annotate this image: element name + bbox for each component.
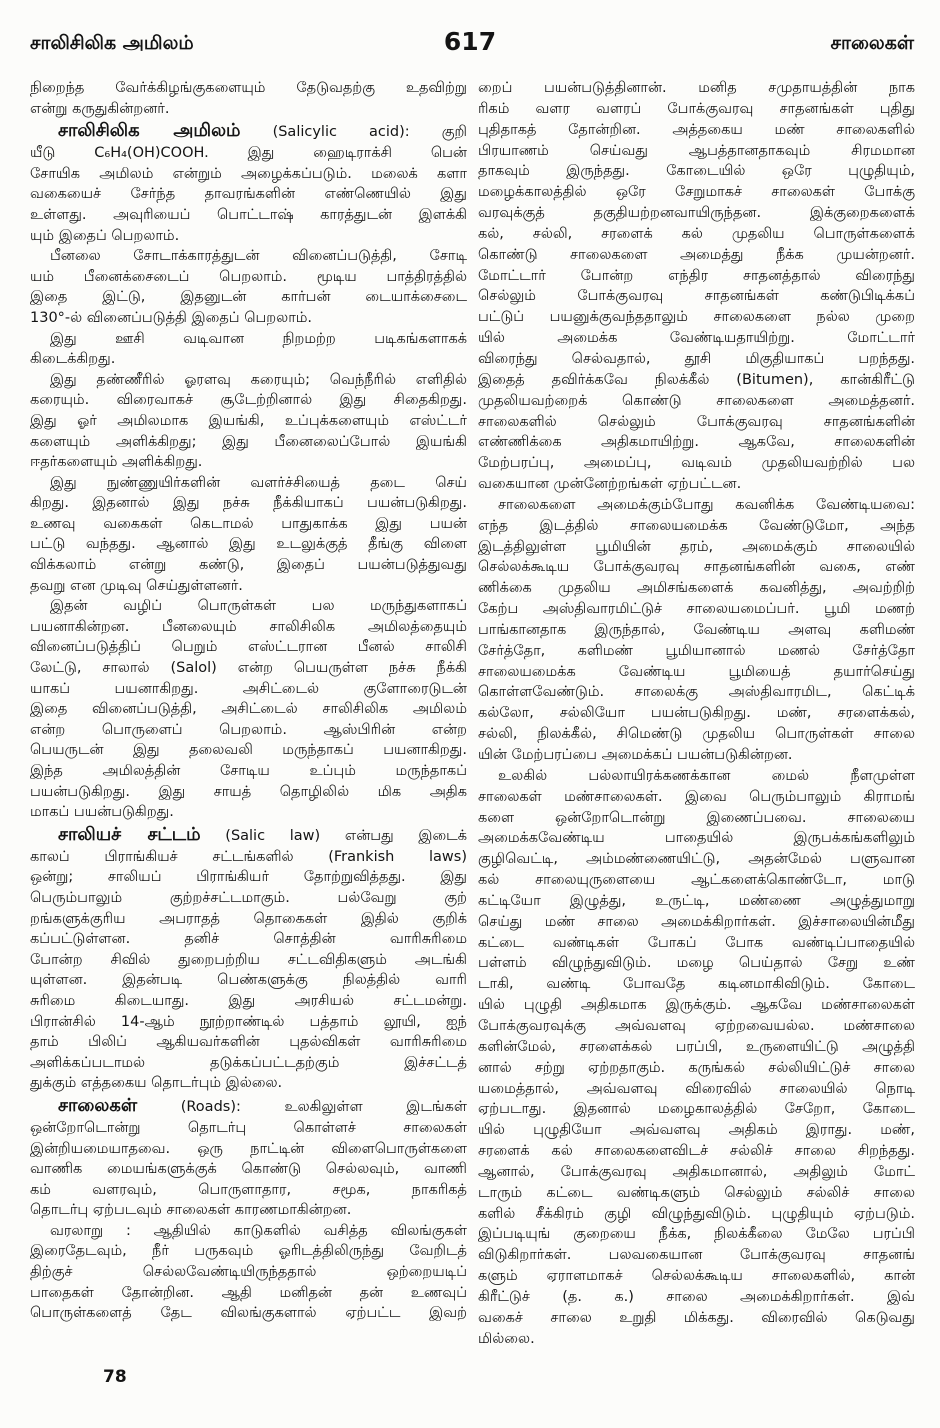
text-line: சாலைகளை அமைக்கும்போது கவனிக்க வேண்டியவை: xyxy=(498,496,915,513)
text-line: இது ஓர் அமிலமாக இயங்கி, உப்புக்களையும் எஸ்ட்டர் xyxy=(30,412,467,429)
text-line: பட்டு வந்தது. ஆனால் இது உடலுக்குத் தீங்கு விளை xyxy=(30,536,467,553)
text-line: துக்கும் எத்தகைய தொடர்பும் இல்லை. xyxy=(30,1075,283,1092)
text-line: தாகவும் இருந்தது. கோடையில் ஒரே புழுதியும், xyxy=(478,163,915,180)
text-line: றங்களுக்குரிய அபராதத் தொகைகள் இதில் குறிக் xyxy=(30,910,467,927)
text-line: இது நுண்ணுயிர்களின் வளர்ச்சியைத் தடை செய் xyxy=(50,474,467,491)
text-line: மேற்பரப்பு, அமைப்பு, வடிவம் முதலியவற்றில் பல xyxy=(478,455,915,472)
text-line: பிரயாணம் செய்வது ஆபத்தானதாகவும் சிரமமான xyxy=(478,142,915,159)
text-line: வகைச் சாலை உறுதி மிக்கது. விரைவில் கெடுவது xyxy=(478,1309,915,1326)
paragraph xyxy=(30,596,467,823)
text-line: னால் சற்று ஏற்றதாகும். கருங்கல் சல்லியிட்டுச் சாலை xyxy=(478,1059,915,1076)
text-line: பெயருடன் இது தலைவலி மருந்தாகப் பயனாகிறது. xyxy=(30,742,467,759)
text-line: டாகி, வண்டி போவதே கடினமாகிவிடும். கோடை xyxy=(478,976,915,993)
text-line: யாகப் பயனாகிறது. அசிட்டைல் குளோரைடுடன் xyxy=(30,680,467,697)
text-line: விரைந்து செல்வதால், தூசி மிகுதியாகப் பறந்தது. xyxy=(478,350,915,367)
text-line: இது தண்ணீரில் ஓரளவு கரையும்; வெந்நீரில் எளிதில் xyxy=(50,371,467,388)
text-line: கரையும். விரைவாகச் சூடேற்றினால் இது சிதைகிறது. xyxy=(30,392,467,409)
text-line: உள்ளது. அவுரியைப் பொட்டாஷ் காரத்துடன் இளக்கி xyxy=(30,206,467,223)
text-line: இதன் வழிப் பொருள்கள் பல மருந்துகளாகப் xyxy=(50,598,467,615)
text-line: சாலைகளில் செல்லும் போக்குவரவு சாதனங்களின் xyxy=(478,413,915,430)
paragraph xyxy=(30,473,467,597)
text-line: சுரிமை கிடையாது. இது அரசியல் சட்டமன்று. xyxy=(30,992,467,1009)
entry-heading-text: (Roads): உலகிலுள்ள இடங்கள் xyxy=(137,1098,467,1115)
text-line: இதை வினைப்படுத்தி, அசிட்டைல் சாலிசிலிக அமிலம் xyxy=(30,701,467,718)
text-line: யில் புழுதியோ அவ்வளவு அதிகம் இராது. மண், xyxy=(478,1122,915,1139)
text-line: பாதைகள் தோன்றின. ஆதி மனிதன் தன் உணவுப் xyxy=(30,1284,467,1301)
text-line: கட்டை வண்டிகள் போகப் போக வண்டிப்பாதையில் xyxy=(478,934,915,951)
running-title-right: சாலைகள் xyxy=(830,32,914,54)
entry-paragraph xyxy=(30,823,467,1094)
text-line: யில் அமைக்க வேண்டியதாயிற்று. மோட்டார் xyxy=(478,330,915,347)
text-line: சாலைகள் மண்சாலைகள். இவை பெரும்பாலும் கிராமங் xyxy=(478,788,915,805)
text-line: அளிக்கப்படாமல் தடுக்கப்பட்டதற்கும் இச்சட்டத் xyxy=(30,1054,467,1071)
text-line: பட்டுப் பயனுக்குவந்ததாலும் சாலைகளை நல்ல முறை xyxy=(478,309,915,326)
text-line: செய்து மண் சாலை அமைக்கிறார்கள். இச்சாலையின்மீது xyxy=(478,913,915,930)
text-line: யம் பீனைக்சைடைப் பெறலாம். மூடிய பாத்திரத்தில் xyxy=(30,268,467,285)
text-line: கிடைக்கிறது. xyxy=(30,351,116,368)
text-line: மில்லை. xyxy=(478,1330,535,1347)
text-line: யீடு C₆H₄(OH)COOH. இது ஹைடிராக்சி பென் xyxy=(30,145,467,162)
paragraph xyxy=(30,78,467,119)
text-line: களை ஒன்றோடொன்று இணைப்பவை. சாலையை xyxy=(478,809,915,826)
text-line: இதைத் தவிர்க்கவே நிலக்கீல் (Bitumen), கான்கிரீட்டு xyxy=(478,371,915,388)
text-line: ணிக்கை முதலிய அமிசங்களைக் கவனித்து, அவற்றிற் xyxy=(478,580,915,597)
entry-paragraph xyxy=(30,1094,467,1221)
text-line: பாங்கானதாக இருந்தால், வேண்டிய அளவு களிமண் xyxy=(478,621,915,638)
text-line: ஈதர்களையும் அளிக்கிறது. xyxy=(30,454,203,471)
text-line: தொடர்பு ஏற்படவும் சாலைகள் காரணமாகின்றன. xyxy=(30,1202,352,1219)
text-line: வரவுக்குத் தகுதியற்றனவாயிருந்தன. இக்குறைகளைக் xyxy=(478,205,915,222)
text-line: செல்லக்கூடிய போக்குவரவு சாதனங்களின் வகை, எண் xyxy=(478,559,915,576)
text-line: பயனாகின்றன. பீனலையும் சாலிசிலிக அமிலத்தையும் xyxy=(30,618,467,635)
text-line: சல்லி, நிலக்கீல், சிமெண்டு முதலிய பொருள்கள் சாலை xyxy=(478,726,915,743)
entry-headword: சாலிசிலிக அமிலம் xyxy=(58,120,241,142)
text-line: பீனலை சோடாக்காரத்துடன் வினைப்படுத்தி, சோடி xyxy=(50,248,467,265)
text-line: சரளைக் கல் சாலைகளைவிடச் சல்லிச் சாலை சிறந்தது. xyxy=(478,1143,915,1160)
paragraph xyxy=(478,766,915,1350)
paragraph xyxy=(478,495,915,766)
paragraph xyxy=(30,329,467,370)
text-line: 130°-ல் வினைப்படுத்தி இதைப் பெறலாம். xyxy=(30,309,313,326)
text-line: திற்குச் செல்லவேண்டியிருந்ததால் ஒற்றையடிப் xyxy=(30,1264,467,1281)
text-line: இடத்திலுள்ள பூமியின் தரம், அமைக்கும் சாலையில் xyxy=(478,538,915,555)
text-line: கேற்ப அஸ்திவாரமிட்டுச் சாலையமைப்பர். பூமி மணற் xyxy=(478,601,915,618)
text-line: விடுகிறார்கள். பலவகையான போக்குவரவு சாதனங் xyxy=(478,1247,915,1264)
text-line: இப்படியுங் குறையை நீக்க, நிலக்கீலை மேலே பரப்பி xyxy=(478,1226,915,1243)
text-line: கல், சல்லி, சரளைக் கல் முதலிய பொருள்களைக் xyxy=(478,225,915,242)
folio-number: 78 xyxy=(103,1367,127,1387)
text-line: கிறது. இதனால் இது நச்சு நீக்கியாகப் பயன்படுகிறது. xyxy=(30,495,467,512)
text-line: பெரும்பாலும் குற்றச்சட்டமாகும். பல்வேறு குற் xyxy=(30,889,467,906)
text-line: இன்றியமையாதவை. ஒரு நாட்டின் விளைபொருள்களை xyxy=(30,1140,467,1157)
text-line: மாகப் பயன்படுகிறது. xyxy=(30,804,174,821)
text-line: வினைப்படுத்திப் பெறும் எஸ்ட்டரான பீனல் சாலிசி xyxy=(30,639,467,656)
text-line: கொள்ளவேண்டும். சாலைக்கு அஸ்திவாரமிட, கெட்டிக் xyxy=(478,684,915,701)
text-line: யும் இதைப் பெறலாம். xyxy=(30,227,180,244)
right-text-column xyxy=(478,78,915,1358)
text-line: வகையைச் சேர்ந்த தாவரங்களின் எண்ணெயில் இது xyxy=(30,186,467,203)
left-text-column xyxy=(30,78,467,1340)
text-line: பள்ளம் விழுந்துவிடும். மழை பெய்தால் சேறு உண் xyxy=(478,955,915,972)
text-line: டாரும் கட்டை வண்டிகளும் செல்லும் சல்லிச் சாலை xyxy=(478,1184,915,1201)
text-line: ஒன்றோடொன்று தொடர்பு கொள்ளச் சாலைகள் xyxy=(30,1119,467,1136)
text-line: களின்மேல், சரளைக்கல் பரப்பி, உருளையிட்டு அழுத்தி xyxy=(478,1038,915,1055)
text-line: ரிகம் வளர வளரப் போக்குவரவு சாதனங்கள் புதிது xyxy=(478,100,915,117)
text-line: ஒன்று; சாலியப் பிராங்கியர் தோற்றுவித்தது. இது xyxy=(30,869,467,886)
text-line: காலப் பிராங்கியச் சட்டங்களில் (Frankish laws) xyxy=(30,848,467,865)
text-line: வாணிக மையங்களுக்குக் கொண்டு செல்லவும், வாணி xyxy=(30,1161,467,1178)
paragraph xyxy=(30,1221,467,1324)
text-line: வரலாறு : ஆதியில் காடுகளில் வசித்த விலங்குகள் xyxy=(50,1222,467,1239)
text-line: யின் மேற்பரப்பை அமைக்கப் பயன்படுகின்றன. xyxy=(478,747,793,763)
text-line: கம் வளரவும், பொருளாதார, சமூக, நாகரிகத் xyxy=(30,1181,467,1198)
text-line: களும் ஏராளமாகச் செல்லக்கூடிய சாலைகளில், கான் xyxy=(478,1268,915,1285)
text-line: புதிதாகத் தோன்றின. அத்தகைய மண் சாலைகளில் xyxy=(478,121,915,138)
text-line: எண்ணிக்கை அதிகமாயிற்று. ஆகவே, சாலைகளின் xyxy=(478,434,915,451)
text-line: லேட்டு, சாலால் (Salol) என்ற பெயருள்ள நச்சு நீக்கி xyxy=(30,660,467,677)
entry-headword: சாலைகள் xyxy=(58,1094,138,1116)
text-line: கல்லோ, சல்லியோ பயன்படுகிறது. மண், சரளைக்கல், xyxy=(478,705,915,722)
text-line: கப்பட்டுள்ளன. தனிச் சொத்தின் வாரிசுரிமை xyxy=(30,931,467,948)
text-line: இந்த அமிலத்தின் சோடிய உப்பும் மருந்தாகப் xyxy=(30,763,467,779)
text-line: சோயிக அமிலம் என்றும் அழைக்கப்படும். மலைக் களா xyxy=(30,165,467,182)
text-line: ஆனால், போக்குவரவு அதிகமானால், அதிலும் மோட் xyxy=(478,1163,915,1180)
text-line: கொண்டு சாலைகளை அமைத்து நீக்க முயன்றனர். xyxy=(478,246,915,263)
text-line: உணவு வகைகள் கெடாமல் பாதுகாக்க இது பயன் xyxy=(30,515,467,532)
text-line: தவறு என முடிவு செய்துள்ளனர். xyxy=(30,577,243,594)
text-line: போன்ற சிவில் துறைபற்றிய சட்டவிதிகளும் அடங்கி xyxy=(30,951,467,968)
page-number: 617 xyxy=(443,27,497,56)
text-line: யுள்ளன. இதன்படி பெண்களுக்கு நிலத்தில் வாரி xyxy=(30,972,467,989)
text-line: தாம் பிலிப் ஆகியவர்களின் புதல்விகள் வாரிசுரிமை xyxy=(30,1034,467,1051)
text-line: ஏற்படாது. இதனால் மழைகாலத்தில் சேறோ, கோடை xyxy=(478,1101,915,1118)
running-title-left: சாலிசிலிக அமிலம் xyxy=(30,32,194,54)
text-line: இதை இட்டு, இதனுடன் கார்பன் டையாக்சைடை xyxy=(30,289,467,306)
text-line: குழிவெட்டி, அம்மண்ணையிட்டு, அதன்மேல் பளுவான xyxy=(478,851,915,868)
text-line: சாலையமைக்க வேண்டிய பூமியைத் தயார்செய்து xyxy=(478,663,915,680)
text-line: கிரீட்டுச் (த. க.) சாலை அமைக்கிறார்கள். இவ் xyxy=(478,1288,915,1305)
text-line: யில் புழுதி அதிகமாக இருக்கும். ஆகவே மண்சாலைகள் xyxy=(478,997,915,1014)
text-line: பிரான்சில் 14-ஆம் நூற்றாண்டில் பத்தாம் லூயி, ஐந் xyxy=(30,1013,467,1030)
text-line: மோட்டார் போன்ற எந்திர சாதனத்தால் விரைந்து xyxy=(478,267,915,284)
text-line: நிறைந்த வேர்க்கிழங்குகளையும் தேடுவதற்கு உதவிற்று xyxy=(30,80,467,96)
text-line: போக்குவரவுக்கு அவ்வளவு ஏற்றவையல்ல. மண்சாலை xyxy=(478,1017,915,1034)
text-line: இது ஊசி வடிவான நிறமற்ற படிகங்களாகக் xyxy=(50,330,467,347)
text-line: கல் சாலையுருளையை ஆட்களைக்கொண்டோ, மாடு xyxy=(478,872,915,889)
paragraph xyxy=(30,246,467,328)
text-line xyxy=(30,823,467,847)
text-line: இரைதேடவும், நீர் பருகவும் ஓரிடத்திலிருந்து வேறிடத் xyxy=(30,1243,467,1260)
text-line: என்ற பொருளைப் பெறலாம். ஆஸ்பிரின் என்ற xyxy=(30,721,467,738)
entry-heading-text: (Salicylic acid): குறி xyxy=(240,124,467,141)
text-line: என்று கருதுகின்றனர். xyxy=(30,100,170,117)
text-line: எந்த இடத்தில் சாலையமைக்க வேண்டுமோ, அந்த xyxy=(478,517,915,534)
text-line: கட்டியோ இழுத்து, உருட்டி, மண்ணை அழுத்துமாறு xyxy=(478,892,915,909)
text-line: யமைத்தால், அவ்வளவு விரைவில் சாலையில் நொடி xyxy=(478,1080,915,1097)
text-line: களில் சீக்கிரம் குழி விழுந்துவிடும். புழுதியும் ஏற்படும். xyxy=(478,1205,915,1222)
text-line: விக்கலாம் என்று கண்டு, இதைப் பயன்படுத்துவது xyxy=(30,557,467,574)
entry-headword: சாலியச் சட்டம் xyxy=(58,823,201,845)
text-line: பொருள்களைத் தேட விலங்குகளால் ஏற்பட்ட இவற் xyxy=(30,1305,467,1322)
text-line: சேர்த்தோ, களிமண் பூமியானால் மணல் சேர்த்தோ xyxy=(478,642,915,659)
text-line: உலகில் பல்லாயிரக்கணக்கான மைல் நீளமுள்ள xyxy=(498,767,915,784)
text-line: றைப் பயன்படுத்தினான். மனித சமுதாயத்தின் நாக xyxy=(478,80,915,96)
text-line: முதலியவற்றைக் கொண்டு சாலைகளை அமைத்தனர். xyxy=(478,392,915,409)
entry-paragraph xyxy=(30,119,467,246)
entry-heading-text: (Salic law) என்பது இடைக் xyxy=(200,827,467,844)
text-line xyxy=(30,119,467,143)
text-line: வகையான முன்னேற்றங்கள் ஏற்பட்டன. xyxy=(478,476,742,493)
paragraph xyxy=(478,78,915,495)
text-line: அமைக்கவேண்டிய பாதையில் இருபக்கங்களிலும் xyxy=(478,830,915,847)
paragraph xyxy=(30,370,467,473)
text-line: மழைக்காலத்தில் ஒரே சேறுமாகச் சாலைகள் போக்கு xyxy=(478,184,915,201)
text-line: செல்லும் போக்குவரவு சாதனங்கள் கண்டுபிடிக்கப் xyxy=(478,288,915,305)
text-line: களையும் அளிக்கிறது; இது பீனைலைப்போல் இயங்கி xyxy=(30,433,467,450)
text-line: பயன்படுகிறது. இது சாயத் தொழிலில் மிக அதிக xyxy=(30,783,467,800)
text-line xyxy=(30,1094,467,1118)
